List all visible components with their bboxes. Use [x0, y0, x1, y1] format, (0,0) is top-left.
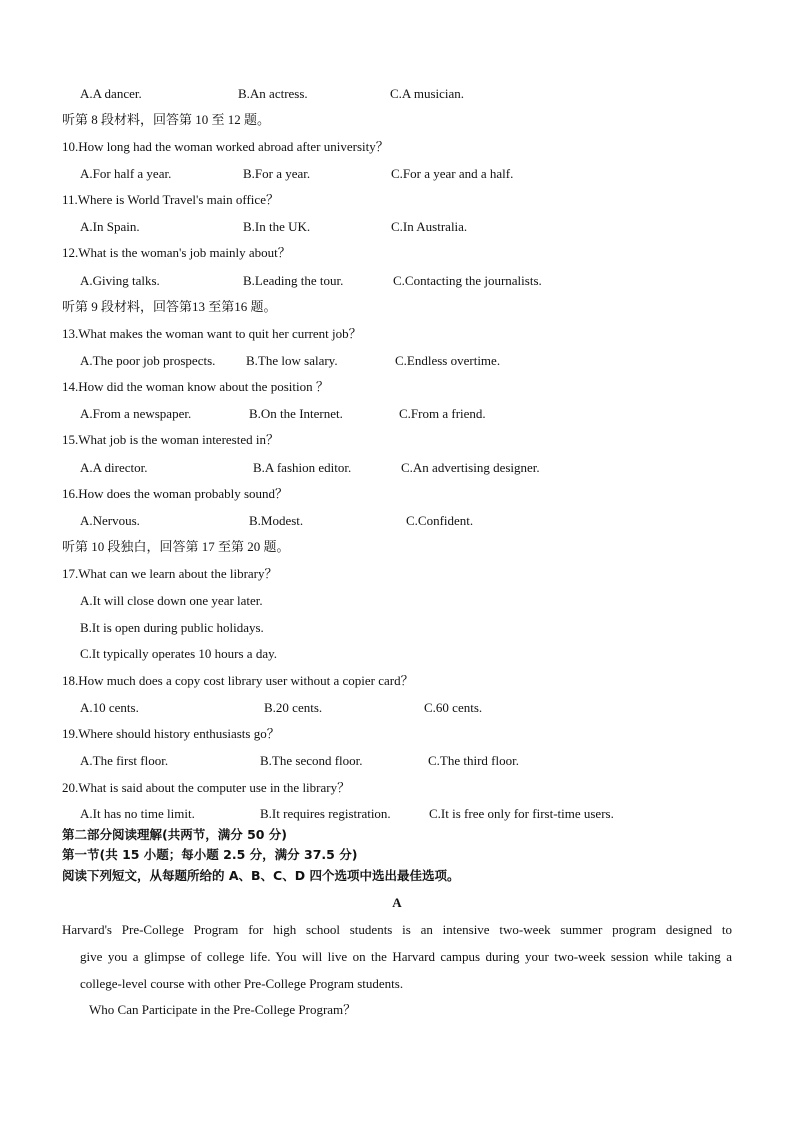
q10-option-b: B.For a year.	[243, 166, 311, 181]
passage-first-line: Harvard's Pre-College Program for high school students is an intensive two-week summer program designed to	[62, 922, 732, 937]
passage-paragraph	[62, 916, 732, 997]
q20-option-c: C.It is free only for first-time users.	[429, 806, 614, 821]
q15-option-a: A.A director.	[80, 460, 148, 475]
q20-text: 20.What is said about the computer use in the library？	[62, 780, 351, 795]
q10-option-a: A.For half a year.	[80, 166, 172, 181]
reading-instruction: 阅读下列短文，从每题所给的 A、B、C、D 四个选项中选出最佳选项。	[62, 868, 460, 883]
q16-option-b: B.Modest.	[249, 513, 304, 528]
q16-option-c: C.Confident.	[406, 513, 474, 528]
part2-title: 第二部分阅读理解(共两节，满分 50 分)	[62, 827, 288, 842]
section1-title: 第一节(共 15 小题；每小题 2.5 分，满分 37.5 分)	[62, 847, 358, 862]
q16-text: 16.How does the woman probably sound？	[62, 486, 289, 501]
q15-text: 15.What job is the woman interested in？	[62, 432, 279, 447]
q13-option-c: C.Endless overtime.	[395, 353, 501, 368]
q14-option-c: C.From a friend.	[399, 406, 486, 421]
q13-text: 13.What makes the woman want to quit her current job？	[62, 326, 362, 341]
q12-text: 12.What is the woman's job mainly about？	[62, 245, 291, 260]
q11-option-a: A.In Spain.	[80, 219, 140, 234]
q19-text: 19.Where should history enthusiasts go？	[62, 726, 280, 741]
section10-header: 听第 10 段独白，回答第 17 至第 20 题。	[62, 539, 290, 554]
q16-option-a: A.Nervous.	[80, 513, 140, 528]
q15-option-c: C.An advertising designer.	[401, 460, 540, 475]
passage-letter: A	[392, 895, 402, 910]
q12-option-b: B.Leading the tour.	[243, 273, 344, 288]
passage-continuation: give you a glimpse of college life. You will live on the Harvard campus during your two-week session while taking a college-level course with other Pre-College Program students.	[80, 949, 732, 991]
q17-option-c: C.It typically operates 10 hours a day.	[80, 646, 277, 661]
q14-option-b: B.On the Internet.	[249, 406, 343, 421]
q10-text: 10.How long had the woman worked abroad after university？	[62, 139, 389, 154]
q11-text: 11.Where is World Travel's main office？	[62, 192, 279, 207]
q20-option-b: B.It requires registration.	[260, 806, 391, 821]
q10-option-c: C.For a year and a half.	[391, 166, 514, 181]
q14-text: 14.How did the woman know about the position ？	[62, 379, 329, 394]
q9-option-b: B.An actress.	[238, 86, 308, 101]
q12-option-a: A.Giving talks.	[80, 273, 160, 288]
q13-option-b: B.The low salary.	[246, 353, 338, 368]
q19-option-c: C.The third floor.	[428, 753, 519, 768]
q20-option-a: A.It has no time limit.	[80, 806, 195, 821]
q18-text: 18.How much does a copy cost library user without a copier card？	[62, 673, 414, 688]
q12-option-c: C.Contacting the journalists.	[393, 273, 542, 288]
section8-header: 听第 8 段材料，回答第 10 至 12 题。	[62, 112, 271, 127]
q18-option-b: B.20 cents.	[264, 700, 323, 715]
q14-option-a: A.From a newspaper.	[80, 406, 192, 421]
q17-text: 17.What can we learn about the library？	[62, 566, 278, 581]
q17-option-b: B.It is open during public holidays.	[80, 620, 264, 635]
q13-option-a: A.The poor job prospects.	[80, 353, 216, 368]
q18-option-c: C.60 cents.	[424, 700, 483, 715]
q18-option-a: A.10 cents.	[80, 700, 139, 715]
q19-option-b: B.The second floor.	[260, 753, 363, 768]
q19-option-a: A.The first floor.	[80, 753, 169, 768]
section9-header: 听第 9 段材料，回答第13 至第16 题。	[62, 299, 277, 314]
q15-option-b: B.A fashion editor.	[253, 460, 352, 475]
passage-subheading: Who Can Participate in the Pre-College Program？	[89, 1002, 357, 1017]
q11-option-b: B.In the UK.	[243, 219, 311, 234]
q9-option-a: A.A dancer.	[80, 86, 142, 101]
q17-option-a: A.It will close down one year later.	[80, 593, 263, 608]
q11-option-c: C.In Australia.	[391, 219, 468, 234]
q9-option-c: C.A musician.	[390, 86, 465, 101]
